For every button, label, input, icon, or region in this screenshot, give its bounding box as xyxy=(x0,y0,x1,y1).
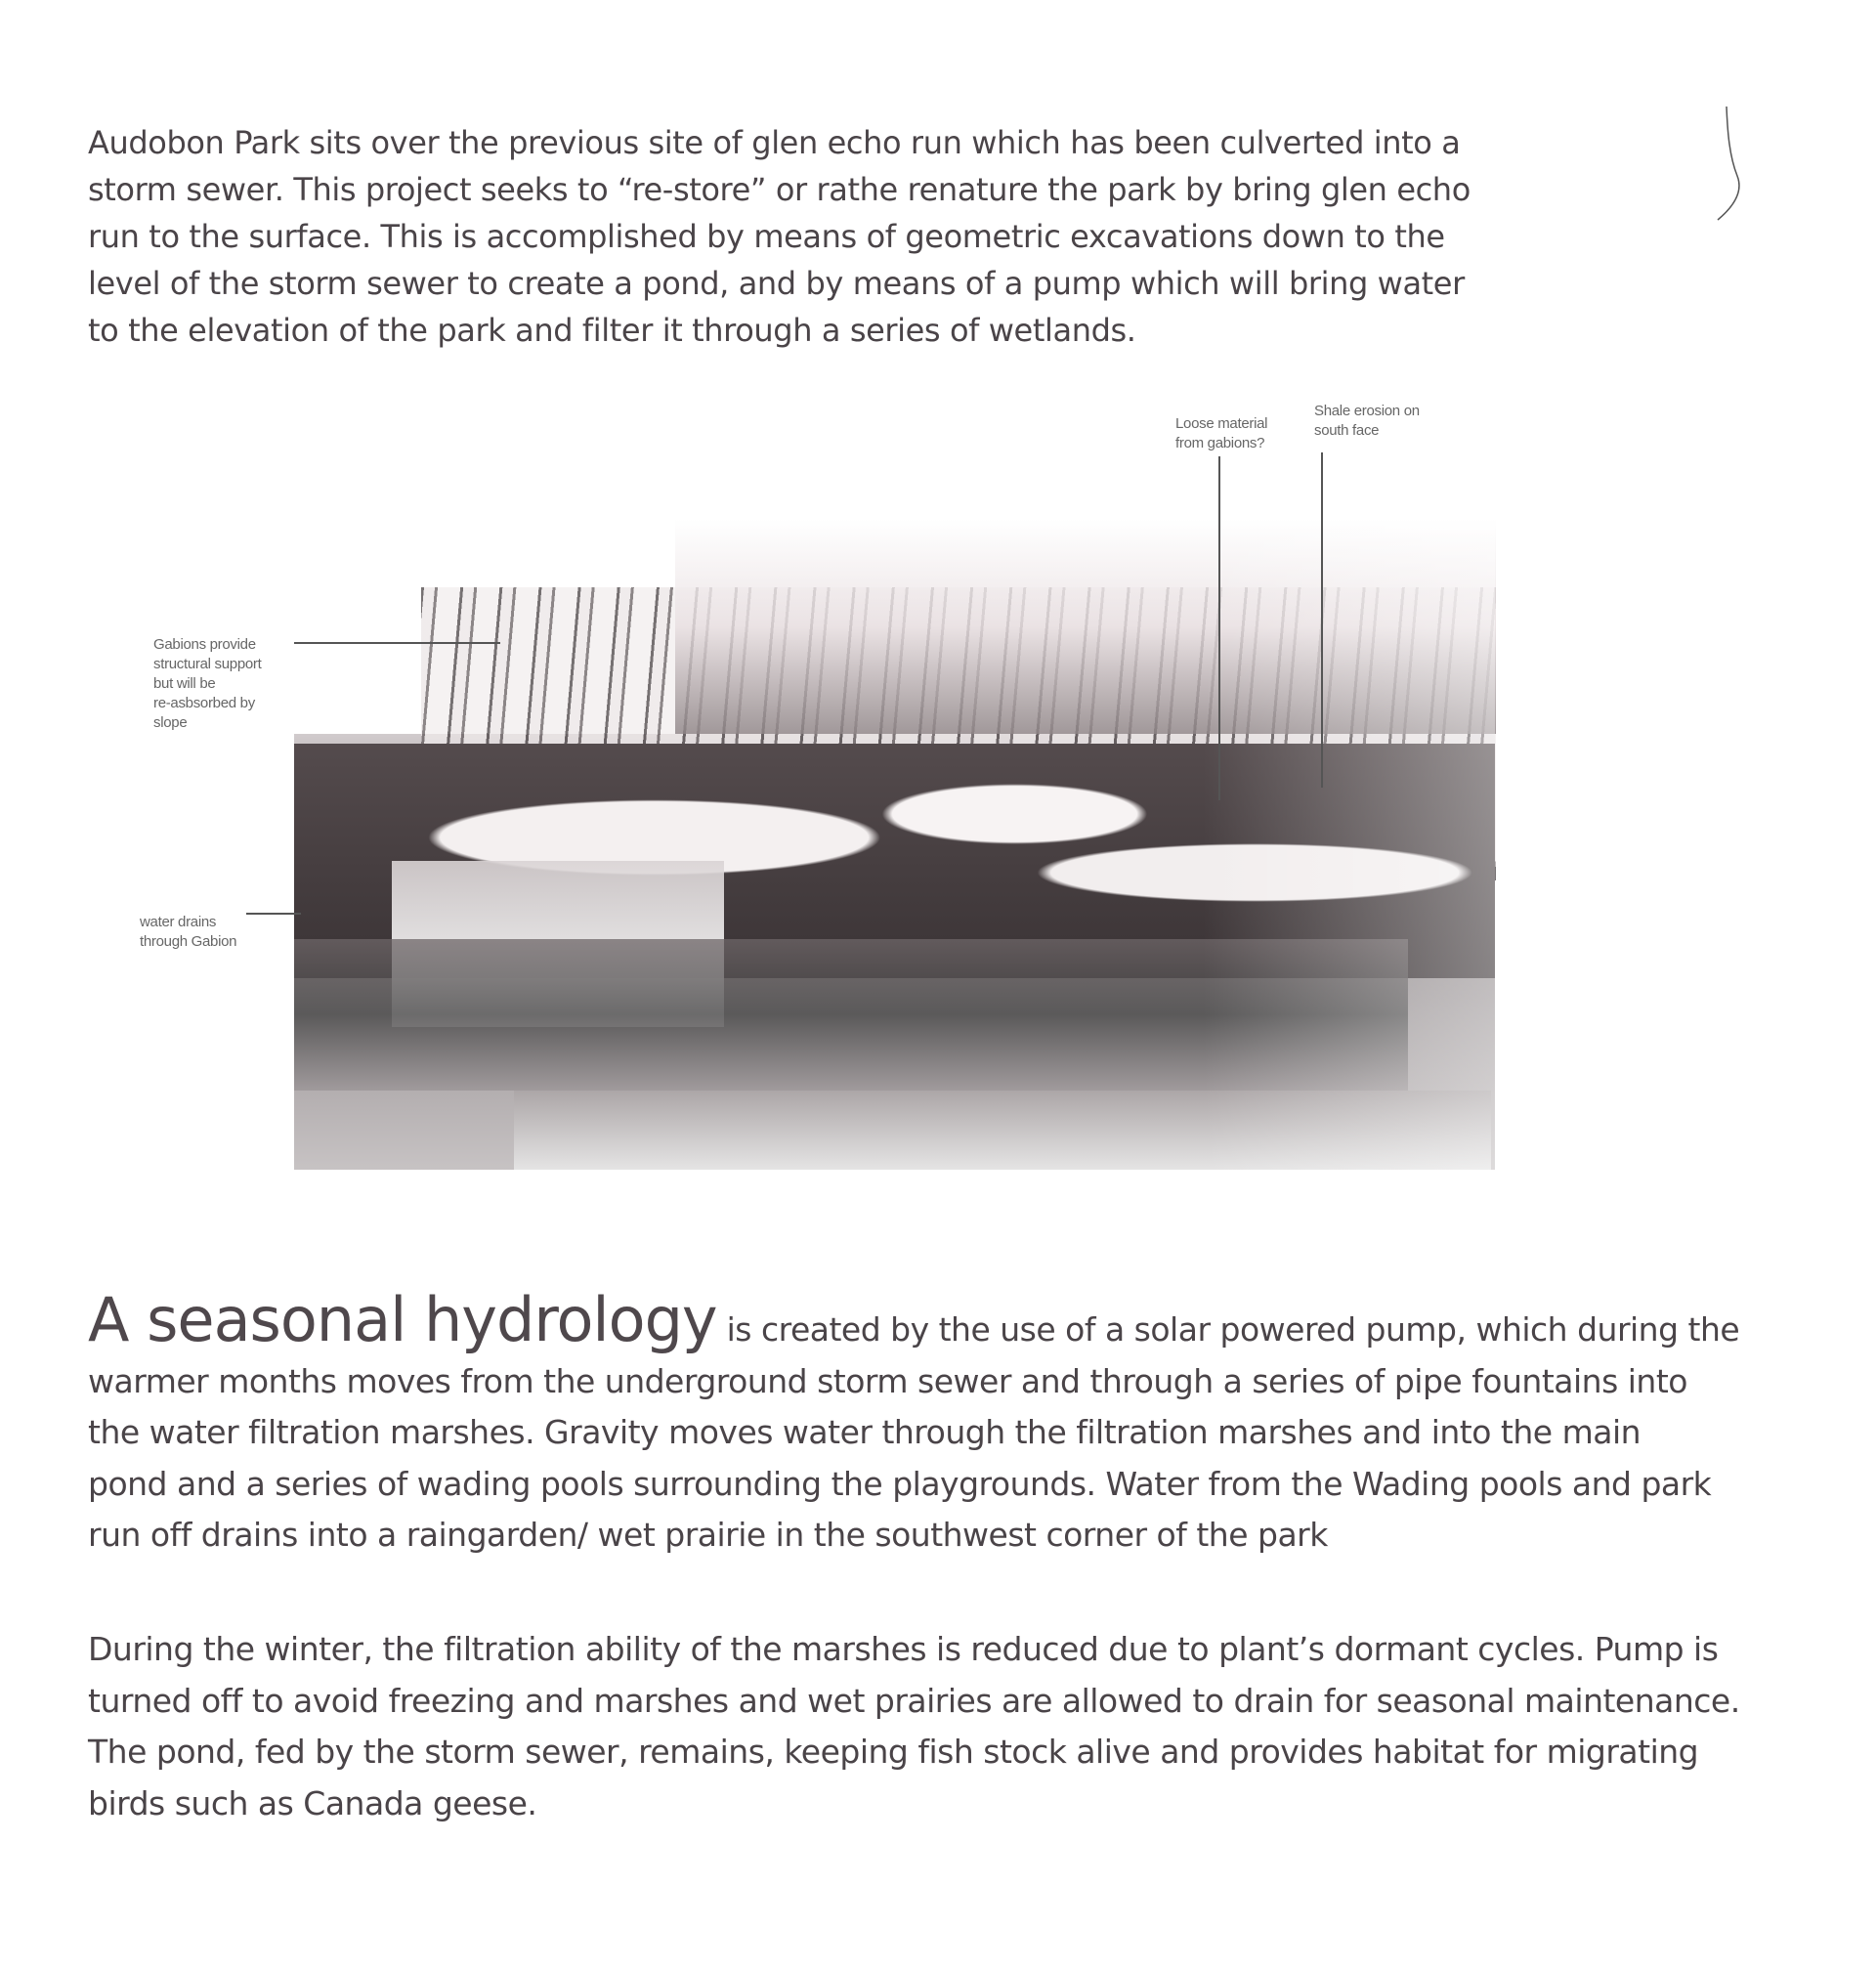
hydrology-line: is created by the use of a solar powered pump, which during the xyxy=(716,1310,1740,1349)
annotation-gabions xyxy=(153,635,261,733)
hand-drawn-squiggle xyxy=(1710,103,1749,225)
intro-line: level of the storm sewer to create a pond, and by means of a pump which will bring water xyxy=(88,265,1465,302)
annotation-line: Gabions provide xyxy=(153,636,256,653)
annotation-line: Shale erosion on xyxy=(1314,403,1420,419)
annotation-line: through Gabion xyxy=(140,933,237,950)
hydrology-line: pond and a series of wading pools surrounding the playgrounds. Water from the Wading pools and park xyxy=(88,1464,1712,1503)
annotation-line: slope xyxy=(153,714,188,731)
section-heading: A seasonal hydrology xyxy=(88,1284,717,1355)
hydrology-line: run off drains into a raingarden/ wet prairie in the southwest corner of the park xyxy=(88,1516,1328,1554)
annotation-line: re-asbsorbed by xyxy=(153,695,255,711)
leader-line-water xyxy=(246,913,301,915)
hydrology-first-line xyxy=(88,1284,1740,1356)
annotation-line: water drains xyxy=(140,914,217,930)
annotation-water-drains xyxy=(140,913,236,952)
winter-line: turned off to avoid freezing and marshes and wet prairies are allowed to drain for seasonal maintenance. xyxy=(88,1681,1740,1720)
annotation-line: from gabions? xyxy=(1175,435,1265,451)
annotation-line: structural support xyxy=(153,656,262,672)
leader-line-loose xyxy=(1218,456,1220,800)
annotation-shale xyxy=(1314,402,1420,441)
annotation-loose-material xyxy=(1175,414,1267,453)
hydrology-line: the water filtration marshes. Gravity moves water through the filtration marshes and into the main xyxy=(88,1413,1642,1451)
winter-line: The pond, fed by the storm sewer, remains, keeping fish stock alive and provides habitat for migrating xyxy=(88,1733,1699,1771)
winter-line: During the winter, the filtration ability of the marshes is reduced due to plant’s dormant cycles. Pump is xyxy=(88,1630,1719,1668)
intro-line: storm sewer. This project seeks to “re-store” or rathe renature the park by bring glen echo xyxy=(88,171,1471,208)
intro-line: to the elevation of the park and filter it through a series of wetlands. xyxy=(88,312,1136,349)
leader-line-gabions xyxy=(294,642,500,644)
creek-collage-photo xyxy=(294,519,1495,1170)
intro-paragraph xyxy=(88,119,1471,354)
annotation-line: Loose material xyxy=(1175,415,1268,432)
annotation-line: but will be xyxy=(153,675,216,692)
intro-line: run to the surface. This is accomplished by means of geometric excavations down to the xyxy=(88,218,1445,255)
hydrology-paragraph xyxy=(88,1284,1740,1562)
winter-line: birds such as Canada geese. xyxy=(88,1783,537,1822)
leader-line-shale xyxy=(1321,452,1323,788)
intro-line: Audobon Park sits over the previous site of glen echo run which has been culverted into a xyxy=(88,124,1461,161)
hydrology-line: warmer months moves from the underground storm sewer and through a series of pipe fountains into xyxy=(88,1361,1687,1400)
annotation-line: south face xyxy=(1314,422,1380,439)
winter-paragraph xyxy=(88,1624,1740,1829)
